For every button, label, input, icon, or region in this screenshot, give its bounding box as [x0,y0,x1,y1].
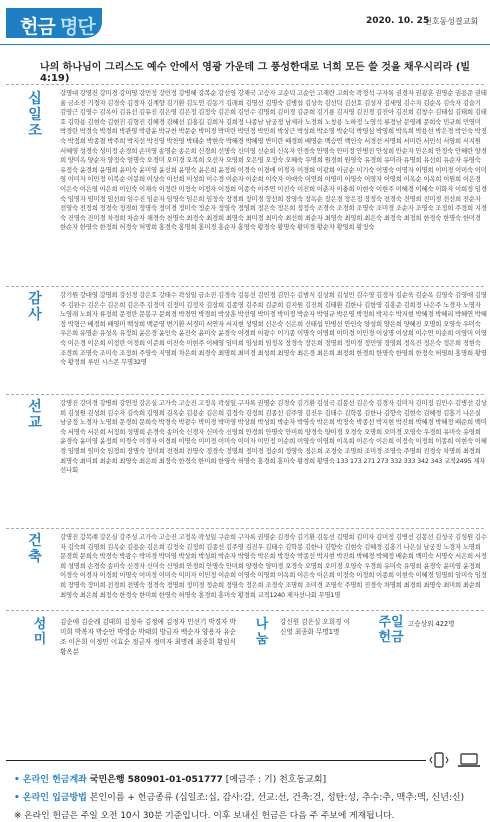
header-date: 2020. 10. 25 [366,16,430,26]
title-badge [6,8,102,38]
section-names: 강명진 강미경 강병희 강연정 강은실 고가숙 고승진 고정옥 곽성일 구자록 권명순 김경숙 김기환 김성국 김봉선 김은숙 김경자 김미자 김미정 김민수 김병선 김상희 김성원 김성희 김수자 김숙희 김영희 김옥순 김용순 김은희 김정숙 김정희 김종선 김주영 김진우 김태수 김학봉 김한나 김향숙 김현숙 김혜경 김홍기 나은실 남궁정 노경자 노명희 문경희 문희숙 박경숙 박광수 박미경 박미영 박상희 박성희 박순자 박영숙 박은희 박정숙 박종선 박지현 박진희 박혜경 박혜정 배순희 백미숙 서명숙 서은희 서정희 성명희 손경숙 송미숙 신경자 신미숙 신영희 안경희 안명숙 안미희 양경숙 양미경 오경숙 오명희 오미경 오영숙 우경희 유미숙 유영희 윤경숙 윤미영 윤정희 이경숙 이경자 이경희 이명숙 이미경 이미숙 이미자 이민정 이순희 이영숙 이영희 이옥희 이은숙 이은희 이정숙 이정희 이종희 이현숙 이혜경 임명희 임미숙 임정희 장명숙 장미희 전경희 전명숙 정경숙 정명희 정미경 정순희 정영숙 정은희 조경숙 조명희 조미경 조영숙 주명희 진경숙 차명희 최경희 최명숙 최미희 최순희 최영숙 최은희 최정숙 한경숙 한미희 한영숙 허명숙 홍경희 홍미숙 황경희 황명숙 133 173 271 273 332 333 342 343 교적2495 제자선나회 [60,399,487,475]
account-key: • 온라인 헌금계좌 [14,775,87,785]
section-names: 강명대 강명진 강미경 강미영 강민정 강민정 강병혜 강복순 강선영 강재국 고승자 고순덕 고순인 고재란 고희숙 곽정석 구자록 권경자 권광훈 권명순 권용준 권태율 금소진 기경자 김경숙 김경자 김계향 김기환 김도연 김동기 김래희 김명선 김명숙 김병섭 김상숙 김선덕 김선호 김성자 김세영 김수자 김순옥 김숙자 김슬기 김영근 김영수 김옥이 김유선 김유진 김은영 김은정 김정숙 김은희 김민수 김명희 김미경 김준희 김기룡 김지영 김진경 김진아 김진희 김창수 김태섭 김태희 김태호 김학용 김현숙 김현진 김형진 김혜경 김혜선 김홍길 김희자 김희정 나종남 남궁정 남세라 노경희 노창용 노하정 노영석 류정남 문영례 문희숙 민규희 민영미 박경란 박경숙 박경희 박관영 박광윤 박규찬 박문순 박미경 박미란 박민정 박민희 박상근 박성희 박소영 박순덕 박영심 박영희 박옥희 박용선 박은경 박인숙 박정숙 박정희 박종철 박주희 박지선 박진영 박찬영 박태순 박현숙 박혜경 박혜영 반미란 배경희 배명순 백승연 백인숙 서경선 서명희 서미란 서민석 서영희 서지원 서혜영 성경숙 성미정 손경희 손미영 송명순 송은희 신경희 신명숙 신미영 신순희 신옥자 안경숙 안명숙 안미정 안병진 안성희 안순자 안은희 안정숙 안혜란 양경희 양미옥 양순자 양정숙 엄명숙 오경미 오미경 오복희 오선자 오영희 오은영 오정숙 오혜숙 우명희 원경희 원영숙 유경희 유미라 유명희 유선희 유순자 유영숙 유정숙 윤경희 윤명희 윤미숙 윤미영 윤선희 윤영숙 윤은희 윤정희 이경숙 이경애 이경자 이경희 이광희 이금순 이기숙 이명숙 이명자 이명희 이미경 이미숙 이미영 이미자 이민정 이복순 이봉희 이상숙 이선희 이성희 이수경 이순자 이순희 이숙자 이애숙 이연희 이영미 이영숙 이영자 이영희 이옥순 이옥희 이원희 이은경 이은숙 이은영 이은희 이인숙 이재숙 이정란 이정숙 이정자 이정희 이종숙 이주연 이진숙 이진희 이춘자 이충희 이현숙 이현주 이혜경 이혜숙 이화자 이희정 임경숙 임명자 임미경 임선희 임수진 임순자 임영숙 임은희 임정숙 장경희 장미경 장선희 장영숙 장옥순 장은경 장은정 장정숙 전경숙 전명희 전미경 전선희 전순자 전영숙 전정희 정경숙 정경희 정명숙 정미경 정미숙 정순자 정영숙 정영희 정은숙 정은희 정정숙 조경숙 조경희 조명숙 조미경 조순자 조영숙 조정희 주경희 지경숙 진명숙 진미경 차경희 차순자 채경숙 천명숙 최경숙 최경희 최명숙 최미경 최미숙 최선희 최순자 최영숙 최영희 최은숙 최정숙 최정희 한경숙 한명숙 한미경 한순자 한영숙 한정희 허경숙 허명희 홍경숙 홍명희 홍미경 홍순자 홍영숙 황경숙 황명숙 황미경 황순자 황영희 황정숙 [60,89,487,232]
bottom-offerings [6,610,484,699]
jugan-label: 주일헌금 [378,615,404,645]
section-label: 건축 [28,533,42,565]
section-names: 강기원 강대영 강명희 강선경 강은호 강태수 곽성일 금소진 김경숙 김동선 김민경 김민수 김범식 김상희 김성민 김수영 김정자 김순욱 김순옥 김영숙 김영애 김영주 김완수 김은수 김은희 김은주 김정미 김정미 김정자 김장희 김종영 김주희 김준희 김지원 김진희 김태환 김한나 김항영 김홍준 김희정 나은주 노경자 노명자 노영래 노희자 류정희 문경란 문봉구 문희경 박경연 박경희 박상훈 박선영 박미경 박미정 박순자 박영규 박은영 박정희 박지수 박지현 박혜경 박혜리 박혜연 박혜정 박형근 배경희 배영미 백성희 백준영 변기환 서경미 서연자 서지현 성영희 신은숙 신은희 신태섭 안병선 안인숙 양성희 양은희 양혜진 오명희 오영숙 우미숙 우은희 유명순 유성옥 유정희 윤은경 윤인숙 윤진숙 윤미숙 윤경숙 이경희 이광수 이기종 이명숙 이명희 이미경 이민경 이상명 이상희 이수연 이순희 이영미 이영숙 이은경 이은희 이정란 이정희 이준희 이진숙 이현주 이혜영 임미희 임성희 임정옥 장경숙 장은희 정명희 정미경 정민영 정영희 정옥진 정은숙 정은희 정현숙 조경희 조명숙 조미숙 조정희 주영숙 지영희 차은희 최경숙 최명희 최미경 최성희 최영숙 최은경 최은희 최정희 한경희 한명숙 한영희 한정숙 허영희 홍명희 황영숙 황정희 루빈 시스몬 무명32명 [60,291,487,367]
header-divider [0,44,490,45]
seongmi-label: 성미 [33,617,47,647]
account-holder: [예금주 : 기) 천호동교회] [222,775,327,785]
nanum-label: 나눔 [255,617,269,647]
online-method-row [14,790,464,803]
online-notice: ※ 온라인 헌금은 주일 오전 10시 30분 기준입니다. 이후 보내신 헌금은 다음 주 주보에 게재됩니다. [14,811,395,821]
section-mission [6,394,487,519]
phone-vibrate-icon [428,752,450,768]
online-account-row [14,772,326,785]
title-part2: 명단 [60,16,95,38]
header [0,0,490,44]
bible-verse: 나의 하나님이 그리스도 예수 안에서 영광 가운데 그 풍성한대로 너희 모든 쓸 것을 채우시리라 (빌4:19) [40,62,471,84]
seongmi-names: 김순애 김순례 김태희 김정숙 김정애 김정자 민선기 박경자 박미희 박복자 박순안 박영순 박태희 방금자 백순자 양용자 유순조 이은희 이정민 이효순 정금자 정미자 최명례 최종희 황임식 황옥분 [60,618,236,656]
section-label: 십일조 [28,91,42,139]
section-label: 감사 [28,291,42,323]
section-tithe [6,84,487,281]
method-text: 본인이름 + 헌금종류 (십일조:십, 감사:감, 선교:선, 건축:건, 성탄:성, 추수:추, 맥추:맥, 신년:신) [89,793,465,803]
payment-divider [6,760,426,761]
nanum-names: 강신원 김은실 오희경 이신영 최종화 무명1명 [280,618,350,636]
section-names: 강명진 강복례 강은실 강주성 고가숙 고승진 고정옥 곽성일 구순희 구자록 권명순 김경숙 김기환 김동선 김명희 김미자 김미정 김병선 김봉선 김성국 김성원 김수자 김숙희 김영희 김옥순 김용순 김은희 김정숙 김정희 김종선 김주영 김진우 김태수 김학봉 김한나 김향숙 김현숙 김혜경 김홍기 나은실 남궁정 노경자 노명희 문경희 문희숙 박경숙 박광수 박미경 박미영 박상희 박성희 박순자 박영숙 박은희 박정숙 박종선 박지현 박진희 박혜경 박혜정 배순희 백미숙 서명숙 서은희 서정희 성명희 손경숙 송미숙 신경자 신미숙 신영희 안경희 안명숙 안미희 양경숙 양미경 오경숙 오명희 오미경 오영숙 우경희 유미숙 유영희 윤경숙 윤미영 윤정희 이경숙 이경자 이경희 이명숙 이미경 이미숙 이미자 이민정 이순희 이영숙 이영희 이옥희 이은숙 이은희 이정숙 이정희 이종희 이현숙 이혜경 임명희 임미숙 임정희 장명숙 장미희 전경희 전명숙 정경숙 정명희 정미경 정순희 정영숙 정은희 조경숙 조명희 조미경 조영숙 주명희 진경숙 차명희 최경희 최명숙 최미희 최순희 최영숙 최은희 최정숙 한경숙 한미희 한영숙 허명숙 홍경희 홍미숙 황경희 교적1240 제자선나회 무명1명 [60,533,487,599]
method-key: • 온라인 입금방법 [14,793,87,803]
title-part1: 헌금 [20,16,55,38]
section-building [6,528,487,607]
jugan-names: 고승상외 422명 [408,620,455,628]
header-church: 천호동성결교회 [424,17,479,26]
laptop-icon [456,752,482,768]
section-thanks [6,286,487,385]
section-label: 선교 [28,399,42,431]
account-number: 국민은행 580901-01-051777 [89,775,223,785]
